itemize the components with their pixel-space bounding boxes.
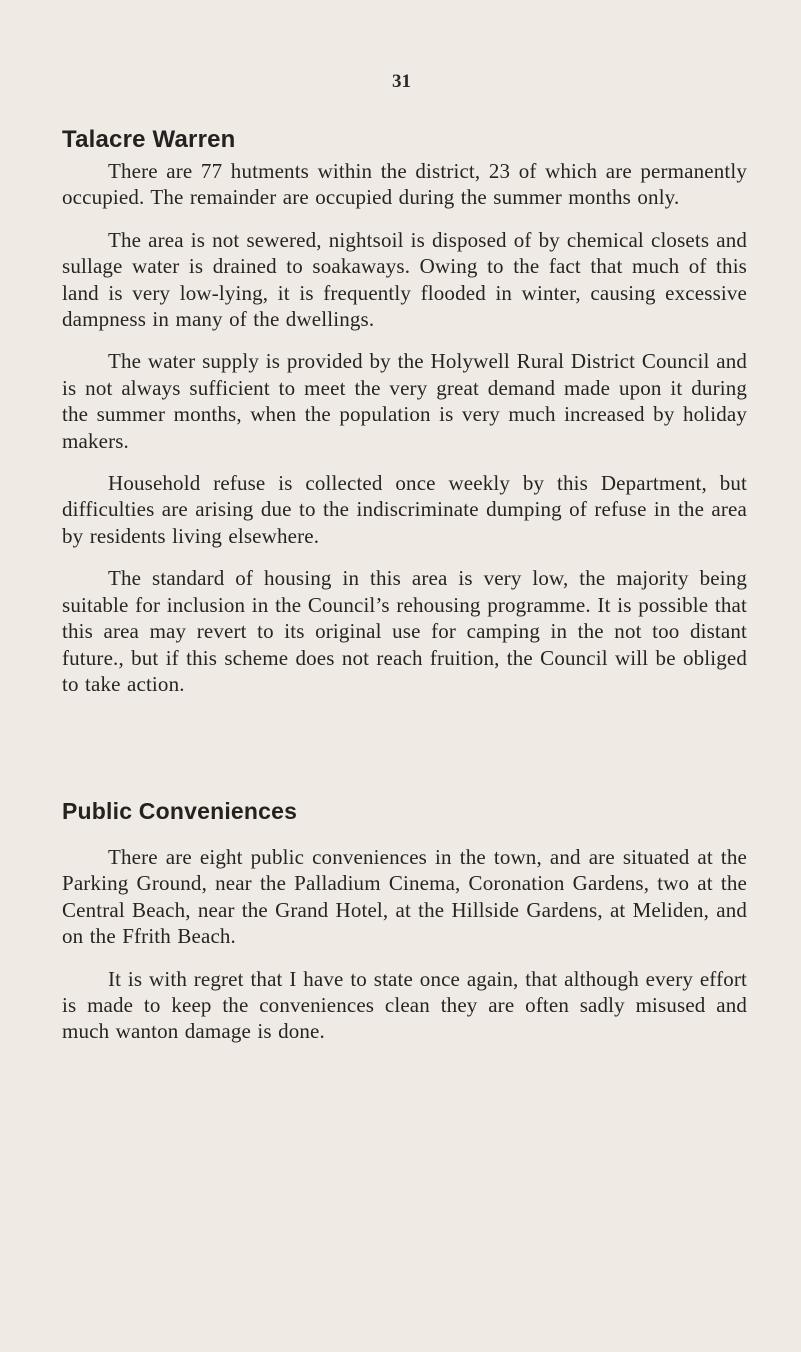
paragraph-household-refuse: Household refuse is collected once weekly by this Department, but difficulties are arising due to the indiscriminate dumping of refuse in the area by residents living elsewhere.	[62, 471, 747, 548]
paragraph-conveniences-locations: There are eight public conveniences in the town, and are situated at the Parking Ground, near the Palladium Cinema, Coronation Gardens, two at the Central Beach, near the Grand Hotel, at the Hillside Gardens, at Meliden, and on the Ffrith Beach.	[62, 845, 747, 949]
section-public-conveniences	[62, 844, 747, 1061]
paragraph-hutments: There are 77 hutments within the district, 23 of which are permanently occupied. The remainder are occupied during the summer months only.	[62, 159, 747, 210]
paragraph-housing-standard: The standard of housing in this area is very low, the majority being suitable for inclusion in the Council’s rehousing programme. It is possible that this area may revert to its original use for camping in the not too distant future., but if this scheme does not reach fruition, the Council will be obliged to take action.	[62, 566, 747, 696]
paragraph-water-supply: The water supply is provided by the Holywell Rural District Council and is not always sufficient to meet the very great demand made upon it during the summer months, when the population is very much increased by holiday makers.	[62, 349, 747, 453]
paragraph-sewerage: The area is not sewered, nightsoil is disposed of by chemical closets and sullage water is drained to soakaways. Owing to the fact that much of this land is very low-lying, it is frequently flooded in winter, causing excessive dampness in many of the dwellings.	[62, 227, 747, 332]
paragraph-conveniences-misuse: It is with regret that I have to state once again, that although every effort is made to keep the conveniences clean they are often sadly misused and much wanton damage is done.	[62, 966, 747, 1044]
page-number: 31	[392, 71, 411, 92]
section-heading-talacre-warren: Talacre Warren	[62, 126, 236, 153]
section-talacre-warren	[62, 158, 747, 713]
section-heading-public-conveniences: Public Conveniences	[62, 798, 298, 824]
